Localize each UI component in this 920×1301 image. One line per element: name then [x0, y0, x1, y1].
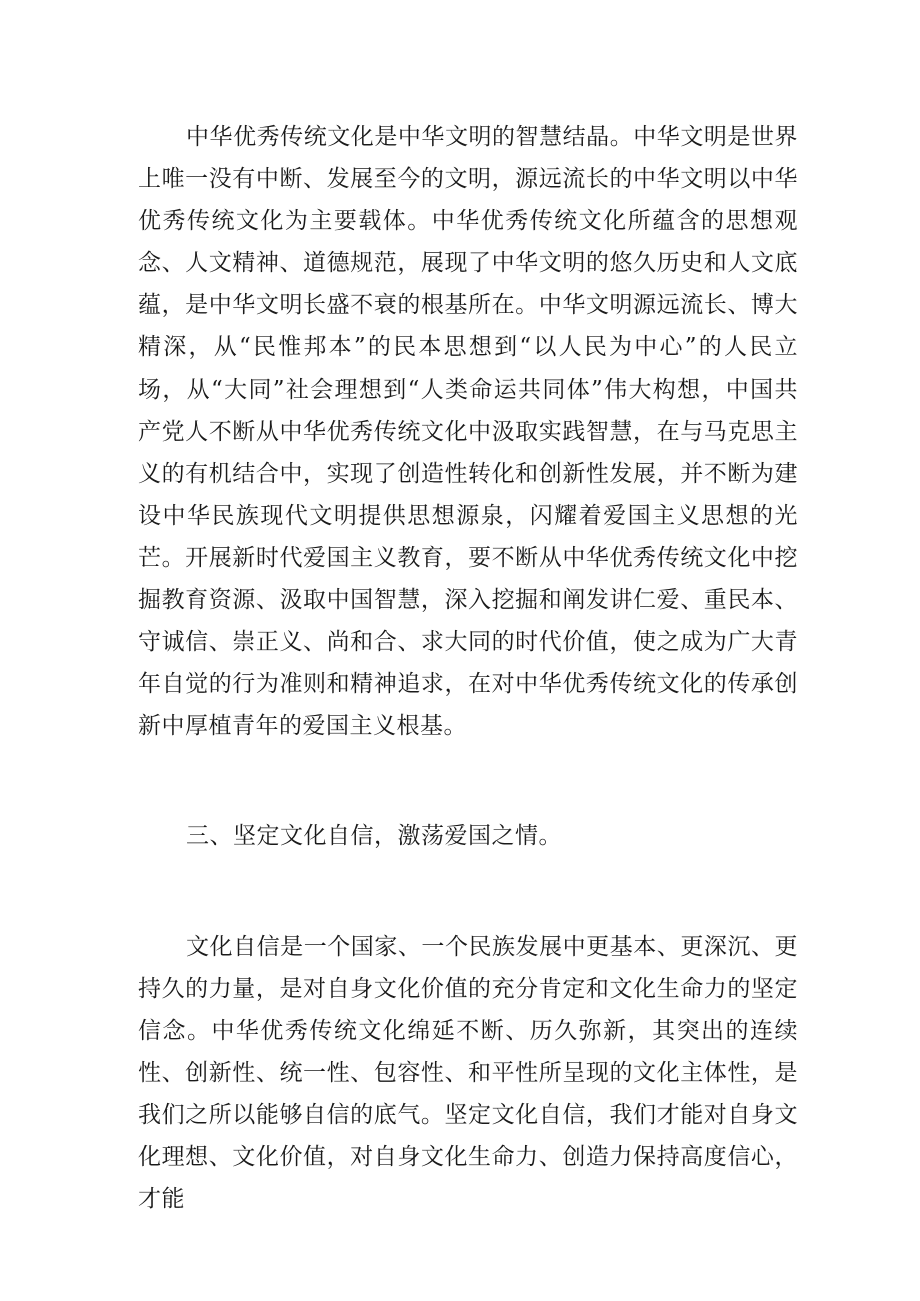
paragraph-cultural-heritage: 中华优秀传统文化是中华文明的智慧结晶。中华文明是世界上唯一没有中断、发展至今的文明，源远流长的中华文明以中华优秀传统文化为主要载体。中华优秀传统文化所蕴含的思想观念、人文精神、道德规范，展现了中华文明的悠久历史和人文底蕴，是中华文明长盛不衰的根基所在。中华文明源远流长、博大精深，从“民惟邦本”的民本思想到“以人民为中心”的人民立场，从“大同”社会理想到“人类命运共同体”伟大构想，中国共产党人不断从中华优秀传统文化中汲取实践智慧，在与马克思主义的有机结合中，实现了创造性转化和创新性发展，并不断为建设中华民族现代文明提供思想源泉，闪耀着爱国主义思想的光芒。开展新时代爱国主义教育，要不断从中华优秀传统文化中挖掘教育资源、汲取中国智慧，深入挖掘和阐发讲仁爱、重民本、守诚信、崇正义、尚和合、求大同的时代价值，使之成为广大青年自觉的行为准则和精神追求，在对中华优秀传统文化的传承创新中厚植青年的爱国主义根基。	[138, 124, 798, 740]
paragraph-cultural-confidence: 文化自信是一个国家、一个民族发展中更基本、更深沉、更持久的力量，是对自身文化价值的充分肯定和文化生命力的坚定信念。中华优秀传统文化绵延不断、历久弥新，其突出的连续性、创新性、统一性、包容性、和平性所呈现的文化主体性，是我们之所以能够自信的底气。坚定文化自信，我们才能对自身文化理想、文化价值，对自身文化生命力、创造力保持高度信心，才能	[138, 933, 798, 1213]
document-body	[138, 116, 798, 1220]
section-heading-3: 三、坚定文化自信，激荡爱国之情。	[186, 823, 562, 850]
